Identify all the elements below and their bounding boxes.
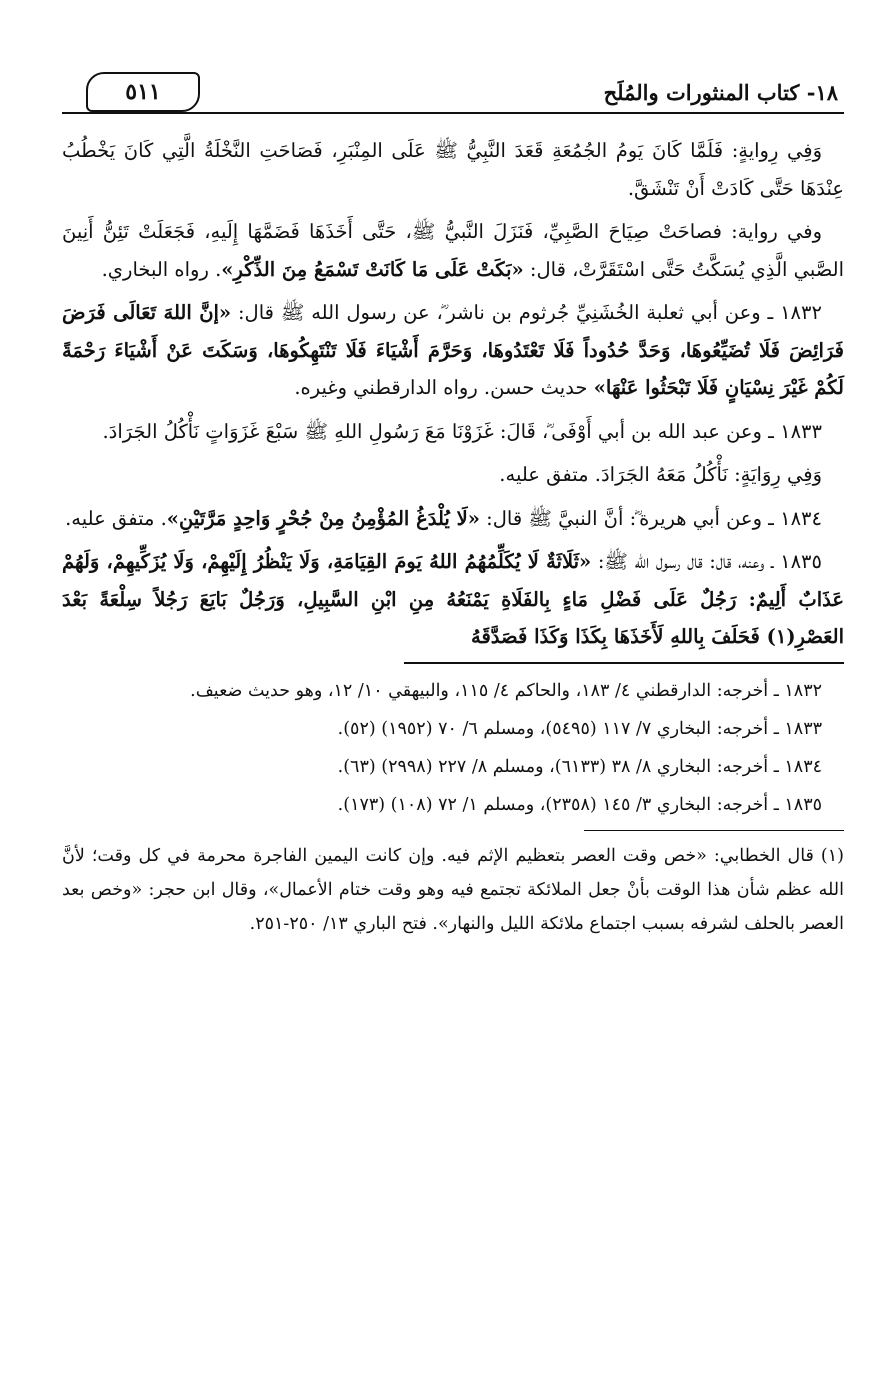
book-page	[62, 58, 844, 941]
paragraph-text: ١٨٣٢ ـ وعن أبي ثعلبة الخُشَنِيِّ جُرثوم بن ناشر ؓ، عن رسول الله ﷺ قال:	[231, 301, 822, 324]
reference-item: ١٨٣٣ ـ أخرجه: البخاري ٧/ ١١٧ (٥٤٩٥)، ومسلم ٦/ ٧٠ (١٩٥٢) (٥٢).	[337, 718, 822, 739]
paragraph-text: ١٨٣٥ ـ وعنه، قال: قال رسول الله ﷺ:	[591, 550, 822, 573]
page-number: ٥١١	[86, 72, 200, 112]
footnote-item: (١) قال الخطابي: «خص وقت العصر بتعظيم الإثم فيه. وإن كانت اليمين الفاجرة محرمة في كل وقت؛ لأنَّ الله عظم شأن هذا الوقت بأنْ جعل الملائكة تجتمع فيه وهو وقت ختام الأعمال»، وقال ابن حجر: «وخص بعد العصر بالحلف لشرفه بسبب اجتماع ملائكة الليل والنهار». فتح الباري ١٣/ ٢٥٠-٢٥١.	[62, 845, 844, 934]
reference-item: ١٨٣٥ ـ أخرجه: البخاري ٣/ ١٤٥ (٢٣٥٨)، ومسلم ١/ ٧٢ (١٠٨) (١٧٣).	[337, 794, 822, 815]
running-title: ١٨- كتاب المنثورات والمُلَح	[603, 80, 838, 105]
paragraph	[62, 456, 844, 494]
takhrij-references	[62, 674, 844, 822]
paragraph-text: ١٨٣٤ ـ وعن أبي هريرة ؓ: أنَّ النبيَّ ﷺ قال:	[479, 506, 822, 530]
paragraph-text: وَفِي رِوايةٍ: فَلَمَّا كَانَ يَومُ الجُمُعَةِ قَعَدَ النَّبِيُّ ﷺ عَلَى المِنْبَرِ، فَصَاحَتِ النَّخْلَةُ الَّتِي كَانَ يَخْطُبُ عِنْدَهَا حَتَّى كَادَتْ أَنْ تَنْشَقَّ.	[62, 139, 844, 200]
page-header	[62, 58, 844, 116]
paragraph-text: وَفِي رِوَايَةٍ: نَأْكُلُ مَعَهُ الجَرَادَ. متفق عليه.	[499, 463, 822, 486]
hadith-quote: «لَا يُلْدَغُ المُؤْمِنُ مِنْ جُحْرٍ وَاحِدٍ مَرَّتَيْنِ»	[166, 506, 480, 530]
hadith-quote: «ثَلَاثَةٌ لَا يُكَلِّمُهُمُ اللهُ يَومَ القِيَامَةِ، وَلَا يَنْظُرُ إِلَيْهِمْ، وَلَا يُزَكِّيهِمْ، وَلَهُمْ عَذَابٌ أَلِيمٌ: رَجُلٌ عَلَى فَضْلِ مَاءٍ بِالفَلَاةِ يَمْنَعُهُ مِنِ ابْنِ السَّبِيلِ، وَرَجُلٌ بَايَعَ رَجُلاً سِلْعَةً بَعْدَ العَصْرِ(١) فَحَلَفَ بِاللهِ لَأَخَذَهَا بِكَذَا وَكَذَا فَصَدَّقَهُ	[62, 550, 844, 648]
paragraph-tail: . متفق عليه.	[65, 506, 167, 530]
paragraph	[62, 213, 844, 288]
hadith-paragraph	[62, 413, 844, 451]
footnote-rule	[584, 830, 844, 831]
paragraph-tail: حديث حسن. رواه الدارقطني وغيره.	[294, 376, 594, 399]
hadith-paragraph	[62, 294, 844, 407]
hadith-paragraph	[62, 500, 844, 538]
hadith-quote: «بَكَتْ عَلَى مَا كَانَتْ تَسْمَعُ مِنَ الذِّكْرِ»	[221, 257, 524, 281]
main-text	[62, 132, 844, 656]
reference-item: ١٨٣٤ ـ أخرجه: البخاري ٨/ ٣٨ (٦١٣٣)، ومسلم ٨/ ٢٢٧ (٢٩٩٨) (٦٣).	[337, 756, 822, 777]
reference-item: ١٨٣٢ ـ أخرجه: الدارقطني ٤/ ١٨٣، والحاكم ٤/ ١١٥، والبيهقي ١٠/ ١٢، وهو حديث ضعيف.	[190, 680, 822, 701]
paragraph-text: وفي رواية: فصاحَتْ صِيَاحَ الصَّبِيِّ، فَنَزَلَ النَّبيُّ ﷺ، حَتَّى أَخَذَهَا فَضَمَّهَا إِلَيهِ، فَجَعَلَتْ تَئِنُّ أَنِينَ الصَّبي الَّذِي يُسَكَّتُ حَتَّى اسْتَقَرَّتْ، قال:	[62, 220, 844, 281]
header-rule	[62, 112, 844, 114]
paragraph-text: ١٨٣٣ ـ وعن عبد الله بن أبي أَوْفَى ؓ، قَالَ: غَزَوْنَا مَعَ رَسُولِ اللهِ ﷺ سَبْعَ غَزَوَاتٍ نَأْكُلُ الجَرَادَ.	[102, 419, 822, 443]
hadith-quote: «إنَّ اللهَ تَعَالَى فَرَضَ فَرَائِضَ فَلَا تُضَيِّعُوهَا، وَحَدَّ حُدُوداً فَلَا تَعْتَدُوهَا، وَحَرَّمَ أَشْيَاءَ فَلَا تَنْتَهِكُوهَا، وَسَكَتَ عَنْ أَشْيَاءَ رَحْمَةً لَكُمْ غَيْرَ نِسْيَانٍ فَلَا تَبْحَثُوا عَنْهَا»	[62, 301, 844, 399]
hadith-paragraph	[62, 543, 844, 656]
references-rule	[404, 662, 844, 664]
paragraph	[62, 132, 844, 207]
footnotes	[62, 839, 844, 941]
paragraph-tail: . رواه البخاري.	[101, 257, 222, 281]
